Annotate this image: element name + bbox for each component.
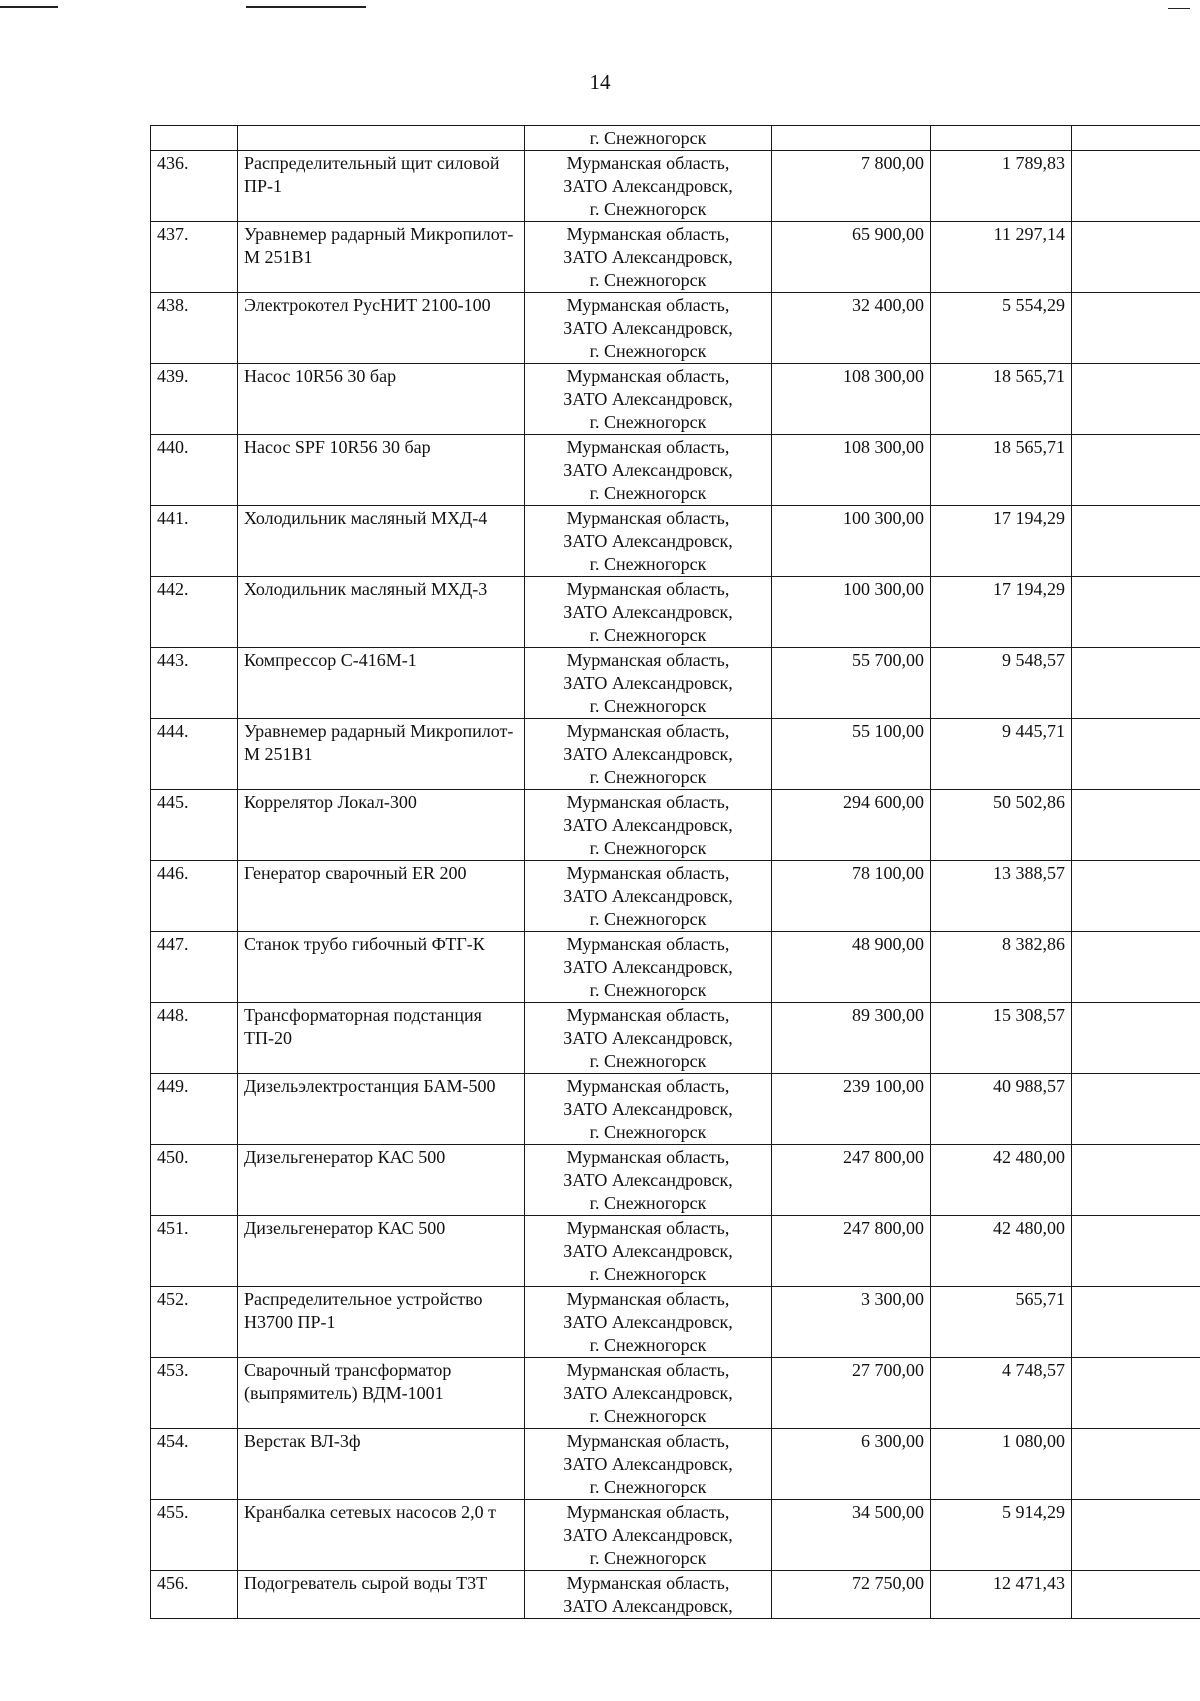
address-district: ЗАТО Александровск, bbox=[563, 1383, 733, 1403]
cell-name bbox=[238, 126, 525, 151]
cell-address bbox=[525, 506, 772, 577]
address-region: Мурманская область, bbox=[566, 1573, 730, 1593]
address-city: г. Снежногорск bbox=[589, 1264, 707, 1284]
item-name: Сварочный трансформатор (выпрямитель) ВДМ-1001 bbox=[244, 1360, 452, 1403]
cell-address bbox=[525, 719, 772, 790]
address-region: Мурманская область, bbox=[566, 366, 730, 386]
address-district: ЗАТО Александровск, bbox=[563, 1028, 733, 1048]
item-name: Кранбалка сетевых насосов 2,0 т bbox=[244, 1502, 496, 1522]
cell-name bbox=[238, 364, 525, 435]
cell-address bbox=[525, 1287, 772, 1358]
cell-depreciation: 50 502,86 bbox=[931, 790, 1072, 861]
address-city: г. Снежногорск bbox=[589, 1477, 707, 1497]
address-city: г. Снежногорск bbox=[589, 909, 707, 929]
cell-cost: 6 300,00 bbox=[772, 1429, 931, 1500]
cell-number: 446. bbox=[151, 861, 238, 932]
cell-number: 436. bbox=[151, 151, 238, 222]
item-name: Компрессор С-416М-1 bbox=[244, 650, 417, 670]
cell-name bbox=[238, 577, 525, 648]
cell-extra bbox=[1072, 719, 1200, 790]
cell-cost: 294 600,00 bbox=[772, 790, 931, 861]
address-district: ЗАТО Александровск, bbox=[563, 1241, 733, 1261]
cell-extra bbox=[1072, 1429, 1200, 1500]
address-region: Мурманская область, bbox=[566, 1502, 730, 1522]
cell-name bbox=[238, 790, 525, 861]
item-name: Распределительный щит силовой ПР-1 bbox=[244, 153, 500, 196]
page-number: 14 bbox=[589, 70, 611, 94]
address-region: Мурманская область, bbox=[566, 1147, 730, 1167]
address-district: ЗАТО Александровск, bbox=[563, 957, 733, 977]
cell-address bbox=[525, 151, 772, 222]
cell-cost: 48 900,00 bbox=[772, 932, 931, 1003]
cell-number bbox=[151, 126, 238, 151]
address-city: г. Снежногорск bbox=[589, 1193, 707, 1213]
cell-address bbox=[525, 1074, 772, 1145]
address-district: ЗАТО Александровск, bbox=[563, 673, 733, 693]
cell-address bbox=[525, 126, 772, 151]
cell-name bbox=[238, 222, 525, 293]
cell-extra bbox=[1072, 293, 1200, 364]
item-name: Уравнемер радарный Микропилот-М 251В1 bbox=[244, 224, 514, 267]
cell-extra bbox=[1072, 1500, 1200, 1571]
cell-extra bbox=[1072, 577, 1200, 648]
cell-name bbox=[238, 1500, 525, 1571]
item-name: Коррелятор Локал-300 bbox=[244, 792, 417, 812]
address-region: Мурманская область, bbox=[566, 437, 730, 457]
cell-extra bbox=[1072, 1571, 1200, 1619]
address-region: Мурманская область, bbox=[566, 1076, 730, 1096]
address-city: г. Снежногорск bbox=[589, 341, 707, 361]
table-row bbox=[151, 435, 1200, 506]
item-name: Распределительное устройство Н3700 ПР-1 bbox=[244, 1289, 483, 1332]
cell-depreciation: 17 194,29 bbox=[931, 577, 1072, 648]
cell-name bbox=[238, 932, 525, 1003]
scan-mark bbox=[246, 6, 366, 8]
cell-number: 443. bbox=[151, 648, 238, 719]
address-city: г. Снежногорск bbox=[589, 199, 707, 219]
cell-cost: 3 300,00 bbox=[772, 1287, 931, 1358]
table-row bbox=[151, 1429, 1200, 1500]
cell-address bbox=[525, 790, 772, 861]
cell-name bbox=[238, 1216, 525, 1287]
cell-depreciation: 15 308,57 bbox=[931, 1003, 1072, 1074]
cell-cost bbox=[772, 126, 931, 151]
cell-number: 449. bbox=[151, 1074, 238, 1145]
address-city: г. Снежногорск bbox=[589, 1335, 707, 1355]
cell-depreciation: 18 565,71 bbox=[931, 435, 1072, 506]
address-district: ЗАТО Александровск, bbox=[563, 460, 733, 480]
cell-depreciation: 9 548,57 bbox=[931, 648, 1072, 719]
cell-number: 451. bbox=[151, 1216, 238, 1287]
cell-depreciation: 40 988,57 bbox=[931, 1074, 1072, 1145]
cell-name bbox=[238, 648, 525, 719]
cell-number: 452. bbox=[151, 1287, 238, 1358]
item-name: Дизельэлектростанция БАМ-500 bbox=[244, 1076, 496, 1096]
cell-number: 447. bbox=[151, 932, 238, 1003]
address-district: ЗАТО Александровск, bbox=[563, 176, 733, 196]
cell-cost: 100 300,00 bbox=[772, 577, 931, 648]
item-name: Насос SPF 10R56 30 бар bbox=[244, 437, 431, 457]
scan-mark bbox=[0, 6, 58, 8]
cell-number: 441. bbox=[151, 506, 238, 577]
cell-name bbox=[238, 1429, 525, 1500]
address-region: Мурманская область, bbox=[566, 863, 730, 883]
table-row bbox=[151, 932, 1200, 1003]
cell-address bbox=[525, 1216, 772, 1287]
cell-address bbox=[525, 1571, 772, 1619]
cell-number: 453. bbox=[151, 1358, 238, 1429]
address-region: Мурманская область, bbox=[566, 934, 730, 954]
address-region: Мурманская область, bbox=[566, 1431, 730, 1451]
cell-cost: 32 400,00 bbox=[772, 293, 931, 364]
cell-number: 455. bbox=[151, 1500, 238, 1571]
item-name: Подогреватель сырой воды Т3Т bbox=[244, 1573, 488, 1593]
cell-number: 439. bbox=[151, 364, 238, 435]
cell-address bbox=[525, 435, 772, 506]
cell-depreciation: 1 080,00 bbox=[931, 1429, 1072, 1500]
address-region: Мурманская область, bbox=[566, 224, 730, 244]
cell-name bbox=[238, 1287, 525, 1358]
cell-name bbox=[238, 1074, 525, 1145]
cell-extra bbox=[1072, 1003, 1200, 1074]
cell-extra bbox=[1072, 1358, 1200, 1429]
address-region: Мурманская область, bbox=[566, 1218, 730, 1238]
address-city: г. Снежногорск bbox=[589, 625, 707, 645]
cell-extra bbox=[1072, 126, 1200, 151]
cell-cost: 72 750,00 bbox=[772, 1571, 931, 1619]
item-name: Уравнемер радарный Микропилот-М 251В1 bbox=[244, 721, 514, 764]
cell-address bbox=[525, 293, 772, 364]
cell-name bbox=[238, 1358, 525, 1429]
address-district: ЗАТО Александровск, bbox=[563, 1312, 733, 1332]
cell-number: 450. bbox=[151, 1145, 238, 1216]
cell-address bbox=[525, 1358, 772, 1429]
table-row bbox=[151, 790, 1200, 861]
cell-name bbox=[238, 435, 525, 506]
cell-extra bbox=[1072, 435, 1200, 506]
address-region: Мурманская область, bbox=[566, 579, 730, 599]
cell-address bbox=[525, 648, 772, 719]
table-row bbox=[151, 1500, 1200, 1571]
cell-depreciation bbox=[931, 126, 1072, 151]
address-city: г. Снежногорск bbox=[589, 554, 707, 574]
cell-address bbox=[525, 577, 772, 648]
table-row bbox=[151, 1358, 1200, 1429]
cell-name bbox=[238, 1571, 525, 1619]
address-region: Мурманская область, bbox=[566, 721, 730, 741]
table-row bbox=[151, 1145, 1200, 1216]
cell-number: 456. bbox=[151, 1571, 238, 1619]
cell-extra bbox=[1072, 861, 1200, 932]
cell-extra bbox=[1072, 790, 1200, 861]
address-city: г. Снежногорск bbox=[589, 1051, 707, 1071]
address-city: г. Снежногорск bbox=[589, 483, 707, 503]
address-city: г. Снежногорск bbox=[589, 696, 707, 716]
cell-name bbox=[238, 151, 525, 222]
cell-cost: 78 100,00 bbox=[772, 861, 931, 932]
cell-depreciation: 5 554,29 bbox=[931, 293, 1072, 364]
cell-cost: 89 300,00 bbox=[772, 1003, 931, 1074]
address-region: Мурманская область, bbox=[566, 792, 730, 812]
cell-cost: 100 300,00 bbox=[772, 506, 931, 577]
table-row bbox=[151, 648, 1200, 719]
address-district: ЗАТО Александровск, bbox=[563, 247, 733, 267]
table-row bbox=[151, 293, 1200, 364]
cell-name bbox=[238, 506, 525, 577]
cell-depreciation: 8 382,86 bbox=[931, 932, 1072, 1003]
table-row bbox=[151, 719, 1200, 790]
table-row bbox=[151, 151, 1200, 222]
cell-extra bbox=[1072, 506, 1200, 577]
cell-extra bbox=[1072, 1287, 1200, 1358]
item-name: Насос 10R56 30 бар bbox=[244, 366, 397, 386]
table-row-continued bbox=[151, 126, 1200, 151]
table-row bbox=[151, 1074, 1200, 1145]
cell-address bbox=[525, 932, 772, 1003]
cell-cost: 65 900,00 bbox=[772, 222, 931, 293]
table-row bbox=[151, 1571, 1200, 1619]
cell-address bbox=[525, 1429, 772, 1500]
item-name: Трансформаторная подстанция ТП-20 bbox=[244, 1005, 482, 1048]
cell-number: 454. bbox=[151, 1429, 238, 1500]
cell-extra bbox=[1072, 1074, 1200, 1145]
cell-cost: 55 700,00 bbox=[772, 648, 931, 719]
cell-depreciation: 12 471,43 bbox=[931, 1571, 1072, 1619]
item-name: Дизельгенератор КАС 500 bbox=[244, 1218, 446, 1238]
address-city: г. Снежногорск bbox=[589, 128, 707, 148]
cell-depreciation: 4 748,57 bbox=[931, 1358, 1072, 1429]
item-name: Генератор сварочный ER 200 bbox=[244, 863, 467, 883]
cell-extra bbox=[1072, 648, 1200, 719]
address-region: Мурманская область, bbox=[566, 153, 730, 173]
cell-address bbox=[525, 1500, 772, 1571]
address-district: ЗАТО Александровск, bbox=[563, 318, 733, 338]
address-city: г. Снежногорск bbox=[589, 767, 707, 787]
cell-number: 445. bbox=[151, 790, 238, 861]
cell-cost: 7 800,00 bbox=[772, 151, 931, 222]
cell-name bbox=[238, 1145, 525, 1216]
cell-depreciation: 1 789,83 bbox=[931, 151, 1072, 222]
table-row bbox=[151, 364, 1200, 435]
address-district: ЗАТО Александровск, bbox=[563, 1099, 733, 1119]
cell-depreciation: 5 914,29 bbox=[931, 1500, 1072, 1571]
table-row bbox=[151, 506, 1200, 577]
address-district: ЗАТО Александровск, bbox=[563, 815, 733, 835]
cell-address bbox=[525, 364, 772, 435]
address-region: Мурманская область, bbox=[566, 295, 730, 315]
address-city: г. Снежногорск bbox=[589, 1122, 707, 1142]
address-region: Мурманская область, bbox=[566, 1360, 730, 1380]
table-row bbox=[151, 222, 1200, 293]
item-name: Холодильник масляный МХД-3 bbox=[244, 579, 488, 599]
cell-address bbox=[525, 861, 772, 932]
cell-number: 444. bbox=[151, 719, 238, 790]
cell-depreciation: 42 480,00 bbox=[931, 1145, 1072, 1216]
item-name: Станок трубо гибочный ФТГ-К bbox=[244, 934, 485, 954]
cell-cost: 247 800,00 bbox=[772, 1145, 931, 1216]
cell-address bbox=[525, 1145, 772, 1216]
cell-number: 437. bbox=[151, 222, 238, 293]
table-row bbox=[151, 1216, 1200, 1287]
table-row bbox=[151, 861, 1200, 932]
address-city: г. Снежногорск bbox=[589, 412, 707, 432]
address-city: г. Снежногорск bbox=[589, 838, 707, 858]
cell-number: 448. bbox=[151, 1003, 238, 1074]
item-name: Холодильник масляный МХД-4 bbox=[244, 508, 488, 528]
cell-extra bbox=[1072, 1216, 1200, 1287]
cell-depreciation: 17 194,29 bbox=[931, 506, 1072, 577]
address-district: ЗАТО Александровск, bbox=[563, 531, 733, 551]
table-row bbox=[151, 1003, 1200, 1074]
cell-cost: 247 800,00 bbox=[772, 1216, 931, 1287]
address-city: г. Снежногорск bbox=[589, 980, 707, 1000]
address-district: ЗАТО Александровск, bbox=[563, 886, 733, 906]
address-district: ЗАТО Александровск, bbox=[563, 389, 733, 409]
cell-depreciation: 13 388,57 bbox=[931, 861, 1072, 932]
scan-mark bbox=[1168, 8, 1190, 9]
address-region: Мурманская область, bbox=[566, 1289, 730, 1309]
address-region: Мурманская область, bbox=[566, 1005, 730, 1025]
cell-name bbox=[238, 719, 525, 790]
cell-number: 440. bbox=[151, 435, 238, 506]
address-district: ЗАТО Александровск, bbox=[563, 1170, 733, 1190]
address-region: Мурманская область, bbox=[566, 508, 730, 528]
cell-extra bbox=[1072, 151, 1200, 222]
cell-cost: 55 100,00 bbox=[772, 719, 931, 790]
cell-number: 442. bbox=[151, 577, 238, 648]
cell-cost: 108 300,00 bbox=[772, 435, 931, 506]
cell-extra bbox=[1072, 364, 1200, 435]
item-name: Дизельгенератор КАС 500 bbox=[244, 1147, 446, 1167]
cell-cost: 27 700,00 bbox=[772, 1358, 931, 1429]
cell-address bbox=[525, 222, 772, 293]
cell-number: 438. bbox=[151, 293, 238, 364]
cell-name bbox=[238, 1003, 525, 1074]
address-city: г. Снежногорск bbox=[589, 1406, 707, 1426]
cell-depreciation: 565,71 bbox=[931, 1287, 1072, 1358]
cell-depreciation: 11 297,14 bbox=[931, 222, 1072, 293]
address-city: г. Снежногорск bbox=[589, 270, 707, 290]
address-district: ЗАТО Александровск, bbox=[563, 1454, 733, 1474]
address-city: г. Снежногорск bbox=[589, 1548, 707, 1568]
cell-address bbox=[525, 1003, 772, 1074]
address-district: ЗАТО Александровск, bbox=[563, 602, 733, 622]
cell-cost: 239 100,00 bbox=[772, 1074, 931, 1145]
cell-name bbox=[238, 293, 525, 364]
address-region: Мурманская область, bbox=[566, 650, 730, 670]
cell-cost: 108 300,00 bbox=[772, 364, 931, 435]
inventory-table-body bbox=[151, 126, 1200, 1619]
cell-extra bbox=[1072, 222, 1200, 293]
cell-cost: 34 500,00 bbox=[772, 1500, 931, 1571]
cell-extra bbox=[1072, 932, 1200, 1003]
table-row bbox=[151, 1287, 1200, 1358]
address-district: ЗАТО Александровск, bbox=[563, 744, 733, 764]
inventory-table bbox=[150, 125, 1200, 1619]
cell-depreciation: 9 445,71 bbox=[931, 719, 1072, 790]
address-district: ЗАТО Александровск, bbox=[563, 1596, 733, 1616]
cell-name bbox=[238, 861, 525, 932]
table-row bbox=[151, 577, 1200, 648]
cell-depreciation: 18 565,71 bbox=[931, 364, 1072, 435]
address-district: ЗАТО Александровск, bbox=[563, 1525, 733, 1545]
item-name: Электрокотел РусНИТ 2100-100 bbox=[244, 295, 491, 315]
item-name: Верстак ВЛ-3ф bbox=[244, 1431, 361, 1451]
cell-depreciation: 42 480,00 bbox=[931, 1216, 1072, 1287]
cell-extra bbox=[1072, 1145, 1200, 1216]
